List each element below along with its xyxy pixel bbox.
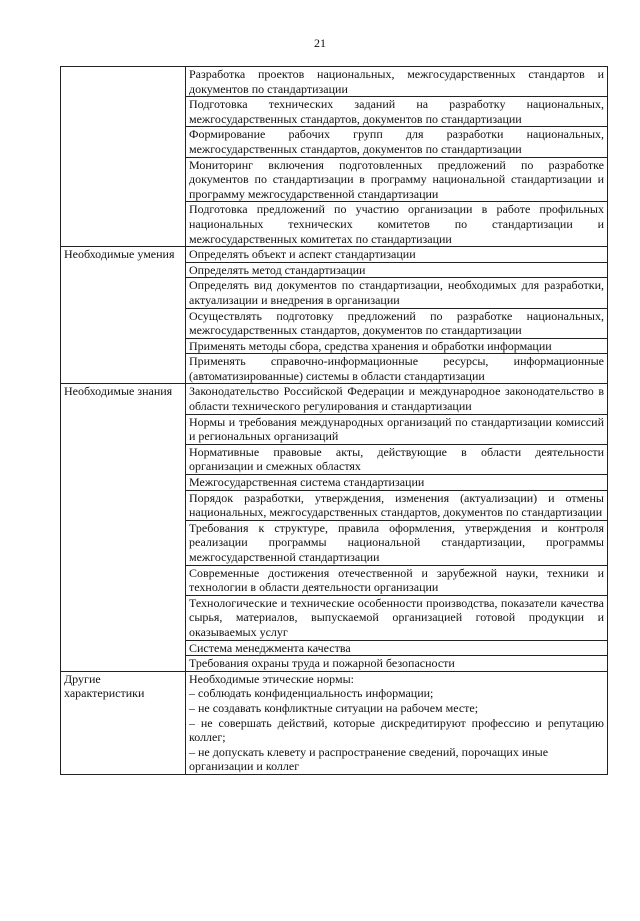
section-item: Требования к структуре, правила оформления, утверждения и контроля реализации программы национальной стандартизации, программы межгосударственной стандартизации bbox=[186, 520, 608, 565]
item-line: – не допускать клевету и распространение сведений, порочащих иные организации и коллег bbox=[189, 744, 549, 774]
section-item: Система менеджмента качества bbox=[186, 640, 608, 656]
section-item: Применять методы сбора, средства хранения и обработки информации bbox=[186, 338, 608, 354]
section-item: Мониторинг включения подготовленных предложений по разработке документов по стандартизации в программу национальной стандартизации и программу межгосударственной стандартизации bbox=[186, 157, 608, 202]
section-item: Подготовка предложений по участию организации в работе профильных национальных технических комитетов по стандартизации и межгосударственных комитетах по стандартизации bbox=[186, 202, 608, 247]
item-line: Необходимые этические нормы: bbox=[189, 671, 354, 686]
section-item bbox=[186, 671, 608, 774]
section-item: Межгосударственная система стандартизации bbox=[186, 475, 608, 491]
section-item: Законодательство Российской Федерации и международное законодательство в области технического регулирования и стандартизации bbox=[186, 384, 608, 414]
characteristics-table bbox=[60, 66, 608, 775]
section-item: Применять справочно-информационные ресурсы, информационные (автоматизированные) системы в области стандартизации bbox=[186, 354, 608, 384]
section-item: Нормы и требования международных организаций по стандартизации комиссий и региональных организаций bbox=[186, 414, 608, 444]
page-number: 21 bbox=[314, 36, 326, 50]
section-item: Определять метод стандартизации bbox=[186, 262, 608, 278]
section-label: Другие характеристики bbox=[61, 671, 186, 774]
section-item: Нормативные правовые акты, действующие в области деятельности организации и смежных областях bbox=[186, 444, 608, 474]
table-row bbox=[61, 67, 608, 97]
section-label: Необходимые знания bbox=[61, 384, 186, 671]
item-line: – соблюдать конфиденциальность информации; bbox=[189, 686, 434, 701]
section-item: Определять объект и аспект стандартизации bbox=[186, 247, 608, 263]
section-label: Необходимые умения bbox=[61, 247, 186, 384]
section-item: Определять вид документов по стандартизации, необходимых для разработки, актуализации и внедрения в организации bbox=[186, 278, 608, 308]
section-item: Осуществлять подготовку предложений по разработке национальных, межгосударственных стандартов, документов по стандартизации bbox=[186, 308, 608, 338]
item-line: – не создавать конфликтные ситуации на рабочем месте; bbox=[189, 700, 479, 715]
section-item: Технологические и технические особенности производства, показатели качества сырья, материалов, выпускаемой организацией готовой продукции и оказываемых услуг bbox=[186, 595, 608, 640]
section-item: Подготовка технических заданий на разработку национальных, межгосударственных стандартов, документов по стандартизации bbox=[186, 97, 608, 127]
section-label bbox=[61, 67, 186, 247]
table-row bbox=[61, 671, 608, 774]
table-row bbox=[61, 247, 608, 263]
table-row bbox=[61, 384, 608, 414]
section-item: Современные достижения отечественной и зарубежной науки, техники и технологии в области деятельности организации bbox=[186, 565, 608, 595]
section-item: Формирование рабочих групп для разработки национальных, межгосударственных стандартов, документов по стандартизации bbox=[186, 127, 608, 157]
section-item: Порядок разработки, утверждения, изменения (актуализации) и отмены национальных, межгосударственных стандартов, документов по стандартизации bbox=[186, 490, 608, 520]
item-line: – не совершать действий, которые дискредитируют профессию и репутацию коллег; bbox=[189, 715, 604, 745]
section-item: Разработка проектов национальных, межгосударственных стандартов и документов по стандартизации bbox=[186, 67, 608, 97]
section-item: Требования охраны труда и пожарной безопасности bbox=[186, 656, 608, 672]
